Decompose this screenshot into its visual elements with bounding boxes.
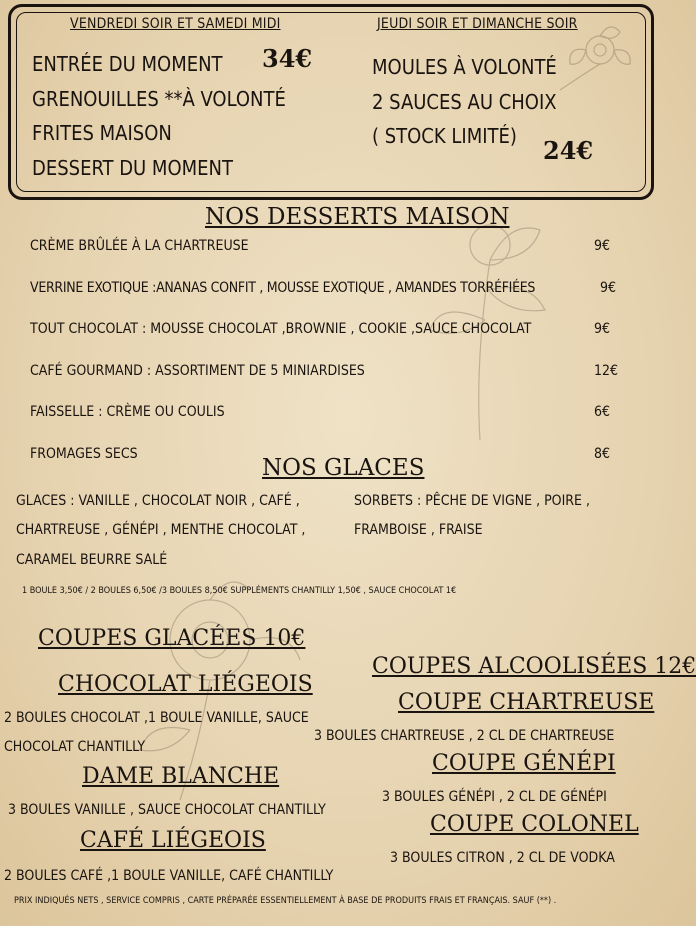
coupe-description: 2 BOULES CAFÉ ,1 BOULE VANILLE, CAFÉ CHANTILLY <box>4 868 334 884</box>
dessert-price: 9€ <box>594 238 611 254</box>
coupe-description: 3 BOULES GÉNÉPI , 2 CL DE GÉNÉPI <box>382 789 607 805</box>
coupe-description: 3 BOULES CHARTREUSE , 2 CL DE CHARTREUSE <box>314 728 615 744</box>
dessert-price: 8€ <box>594 446 611 462</box>
right-formula-item: MOULES À VOLONTÉ <box>372 55 557 79</box>
glaces-flavors: GLACES : VANILLE , CHOCOLAT NOIR , CAFÉ , <box>16 493 300 509</box>
dessert-price: 9€ <box>600 280 617 296</box>
left-formula-price: 34€ <box>262 44 313 73</box>
footer-note: PRIX INDIQUÉS NETS , SERVICE COMPRIS , CARTE PRÉPARÉE ESSENTIELLEMENT À BASE DE PRODUITS FRAIS ET FRANÇAIS. SAUF (**) . <box>14 896 557 906</box>
dessert-item: CAFÉ GOURMAND : ASSORTIMENT DE 5 MINIARDISES <box>30 363 365 379</box>
sorbets-flavors: FRAMBOISE , FRAISE <box>354 522 483 538</box>
dessert-item: VERRINE EXOTIQUE :ANANAS CONFIT , MOUSSE EXOTIQUE , AMANDES TORRÉFIÉES <box>30 280 536 296</box>
dessert-price: 6€ <box>594 404 611 420</box>
left-formula-header: VENDREDI SOIR ET SAMEDI MIDI <box>70 16 281 32</box>
glaces-flavors: CARAMEL BEURRE SALÉ <box>16 552 168 568</box>
left-formula-item: FRITES MAISON <box>32 121 172 145</box>
glaces-title: NOS GLACES <box>262 455 425 481</box>
coupe-name: CAFÉ LIÉGEOIS <box>80 828 266 853</box>
right-formula-item: ( STOCK LIMITÉ) <box>372 124 517 148</box>
dessert-price: 9€ <box>594 321 611 337</box>
coupe-description: 3 BOULES CITRON , 2 CL DE VODKA <box>390 850 615 866</box>
left-formula-item: ENTRÉE DU MOMENT <box>32 52 223 76</box>
coupe-description: 2 BOULES CHOCOLAT ,1 BOULE VANILLE, SAUCE <box>4 710 309 726</box>
coupe-name: CHOCOLAT LIÉGEOIS <box>58 672 313 697</box>
dessert-item: TOUT CHOCOLAT : MOUSSE CHOCOLAT ,BROWNIE , COOKIE ,SAUCE CHOCOLAT <box>30 321 532 337</box>
right-formula-price: 24€ <box>543 136 594 165</box>
coupe-name: COUPE CHARTREUSE <box>398 690 655 715</box>
glaces-prices-note: 1 BOULE 3,50€ / 2 BOULES 6,50€ /3 BOULES 8,50€ SUPPLÉMENTS CHANTILLY 1,50€ , SAUCE CHOCOLAT 1€ <box>22 586 457 596</box>
coupe-description: CHOCOLAT CHANTILLY <box>4 739 146 755</box>
coupe-name: COUPE COLONEL <box>430 812 639 837</box>
glaces-flavors: CHARTREUSE , GÉNÉPI , MENTHE CHOCOLAT , <box>16 522 306 538</box>
desserts-title: NOS DESSERTS MAISON <box>205 204 510 230</box>
coupe-description: 3 BOULES VANILLE , SAUCE CHOCOLAT CHANTILLY <box>8 802 326 818</box>
flower-decoration-center <box>380 200 580 440</box>
coupe-name: COUPE GÉNÉPI <box>432 751 616 776</box>
dessert-item: CRÈME BRÛLÉE À LA CHARTREUSE <box>30 238 249 254</box>
coupes-alcoolisees-title: COUPES ALCOOLISÉES 12€ <box>372 654 696 679</box>
right-formula-header: JEUDI SOIR ET DIMANCHE SOIR <box>377 16 578 32</box>
dessert-price: 12€ <box>594 363 619 379</box>
left-formula-item: DESSERT DU MOMENT <box>32 156 233 180</box>
dessert-item: FAISSELLE : CRÈME OU COULIS <box>30 404 225 420</box>
left-formula-item: GRENOUILLES **À VOLONTÉ <box>32 87 286 111</box>
coupe-name: DAME BLANCHE <box>82 764 280 789</box>
right-formula-item: 2 SAUCES AU CHOIX <box>372 90 557 114</box>
dessert-item: FROMAGES SECS <box>30 446 138 462</box>
coupes-glacees-title: COUPES GLACÉES 10€ <box>38 626 306 651</box>
sorbets-flavors: SORBETS : PÊCHE DE VIGNE , POIRE , <box>354 493 591 509</box>
